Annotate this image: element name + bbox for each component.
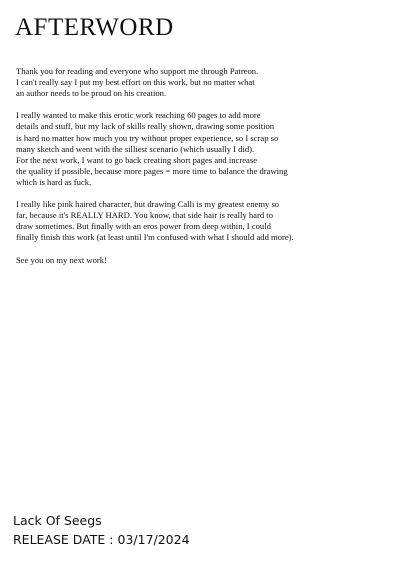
text-line: which is hard as fuck.	[16, 176, 92, 187]
release-date-line	[13, 531, 190, 550]
text-line: See you on my next work!	[16, 254, 107, 265]
paragraph-work-notes	[16, 110, 392, 188]
text-line: details and stuff, but my lack of skills really shown, drawing some position	[16, 121, 275, 132]
text-line: I can't really say I put my best effort on this work, but no matter what	[16, 77, 255, 88]
text-line: finally finish this work (at least until I'm confused with what I should add more).	[16, 232, 294, 243]
text-line: For the next work, I want to go back creating short pages and increase	[16, 154, 258, 165]
text-line: is hard no matter how much you try without proper experience, so I scrap so	[16, 132, 279, 143]
page-title: AFTERWORD	[15, 14, 174, 41]
text-line: far, because it's REALLY HARD. You know, that side hair is really hard to	[16, 210, 273, 221]
text-line: an author needs to be proud on his creation.	[16, 88, 167, 99]
author-name: Lack Of Seegs	[13, 513, 102, 528]
text-line: I really like pink haired character, but drawing Calli is my greatest enemy so	[16, 199, 280, 210]
text-line: I really wanted to make this erotic work reaching 60 pages to add more	[16, 110, 261, 121]
paragraph-farewell	[16, 255, 392, 266]
release-date-value: 03/17/2024	[117, 531, 190, 547]
text-line: draw sometimes. But finally with an eros power from deep within, I could	[16, 221, 271, 232]
text-line: many sketch and went with the silliest scenario (which usually I did).	[16, 143, 255, 154]
release-date-separator: :	[105, 531, 118, 547]
paragraph-thanks	[16, 66, 392, 99]
text-line: Thank you for reading and everyone who support me through Patreon.	[16, 66, 259, 76]
footer	[13, 512, 190, 549]
text-line: the quality if possible, because more pages = more time to balance the drawing	[16, 165, 288, 176]
paragraph-character	[16, 199, 392, 243]
release-date-label: RELEASE DATE	[13, 531, 106, 547]
afterword-body	[16, 66, 392, 277]
